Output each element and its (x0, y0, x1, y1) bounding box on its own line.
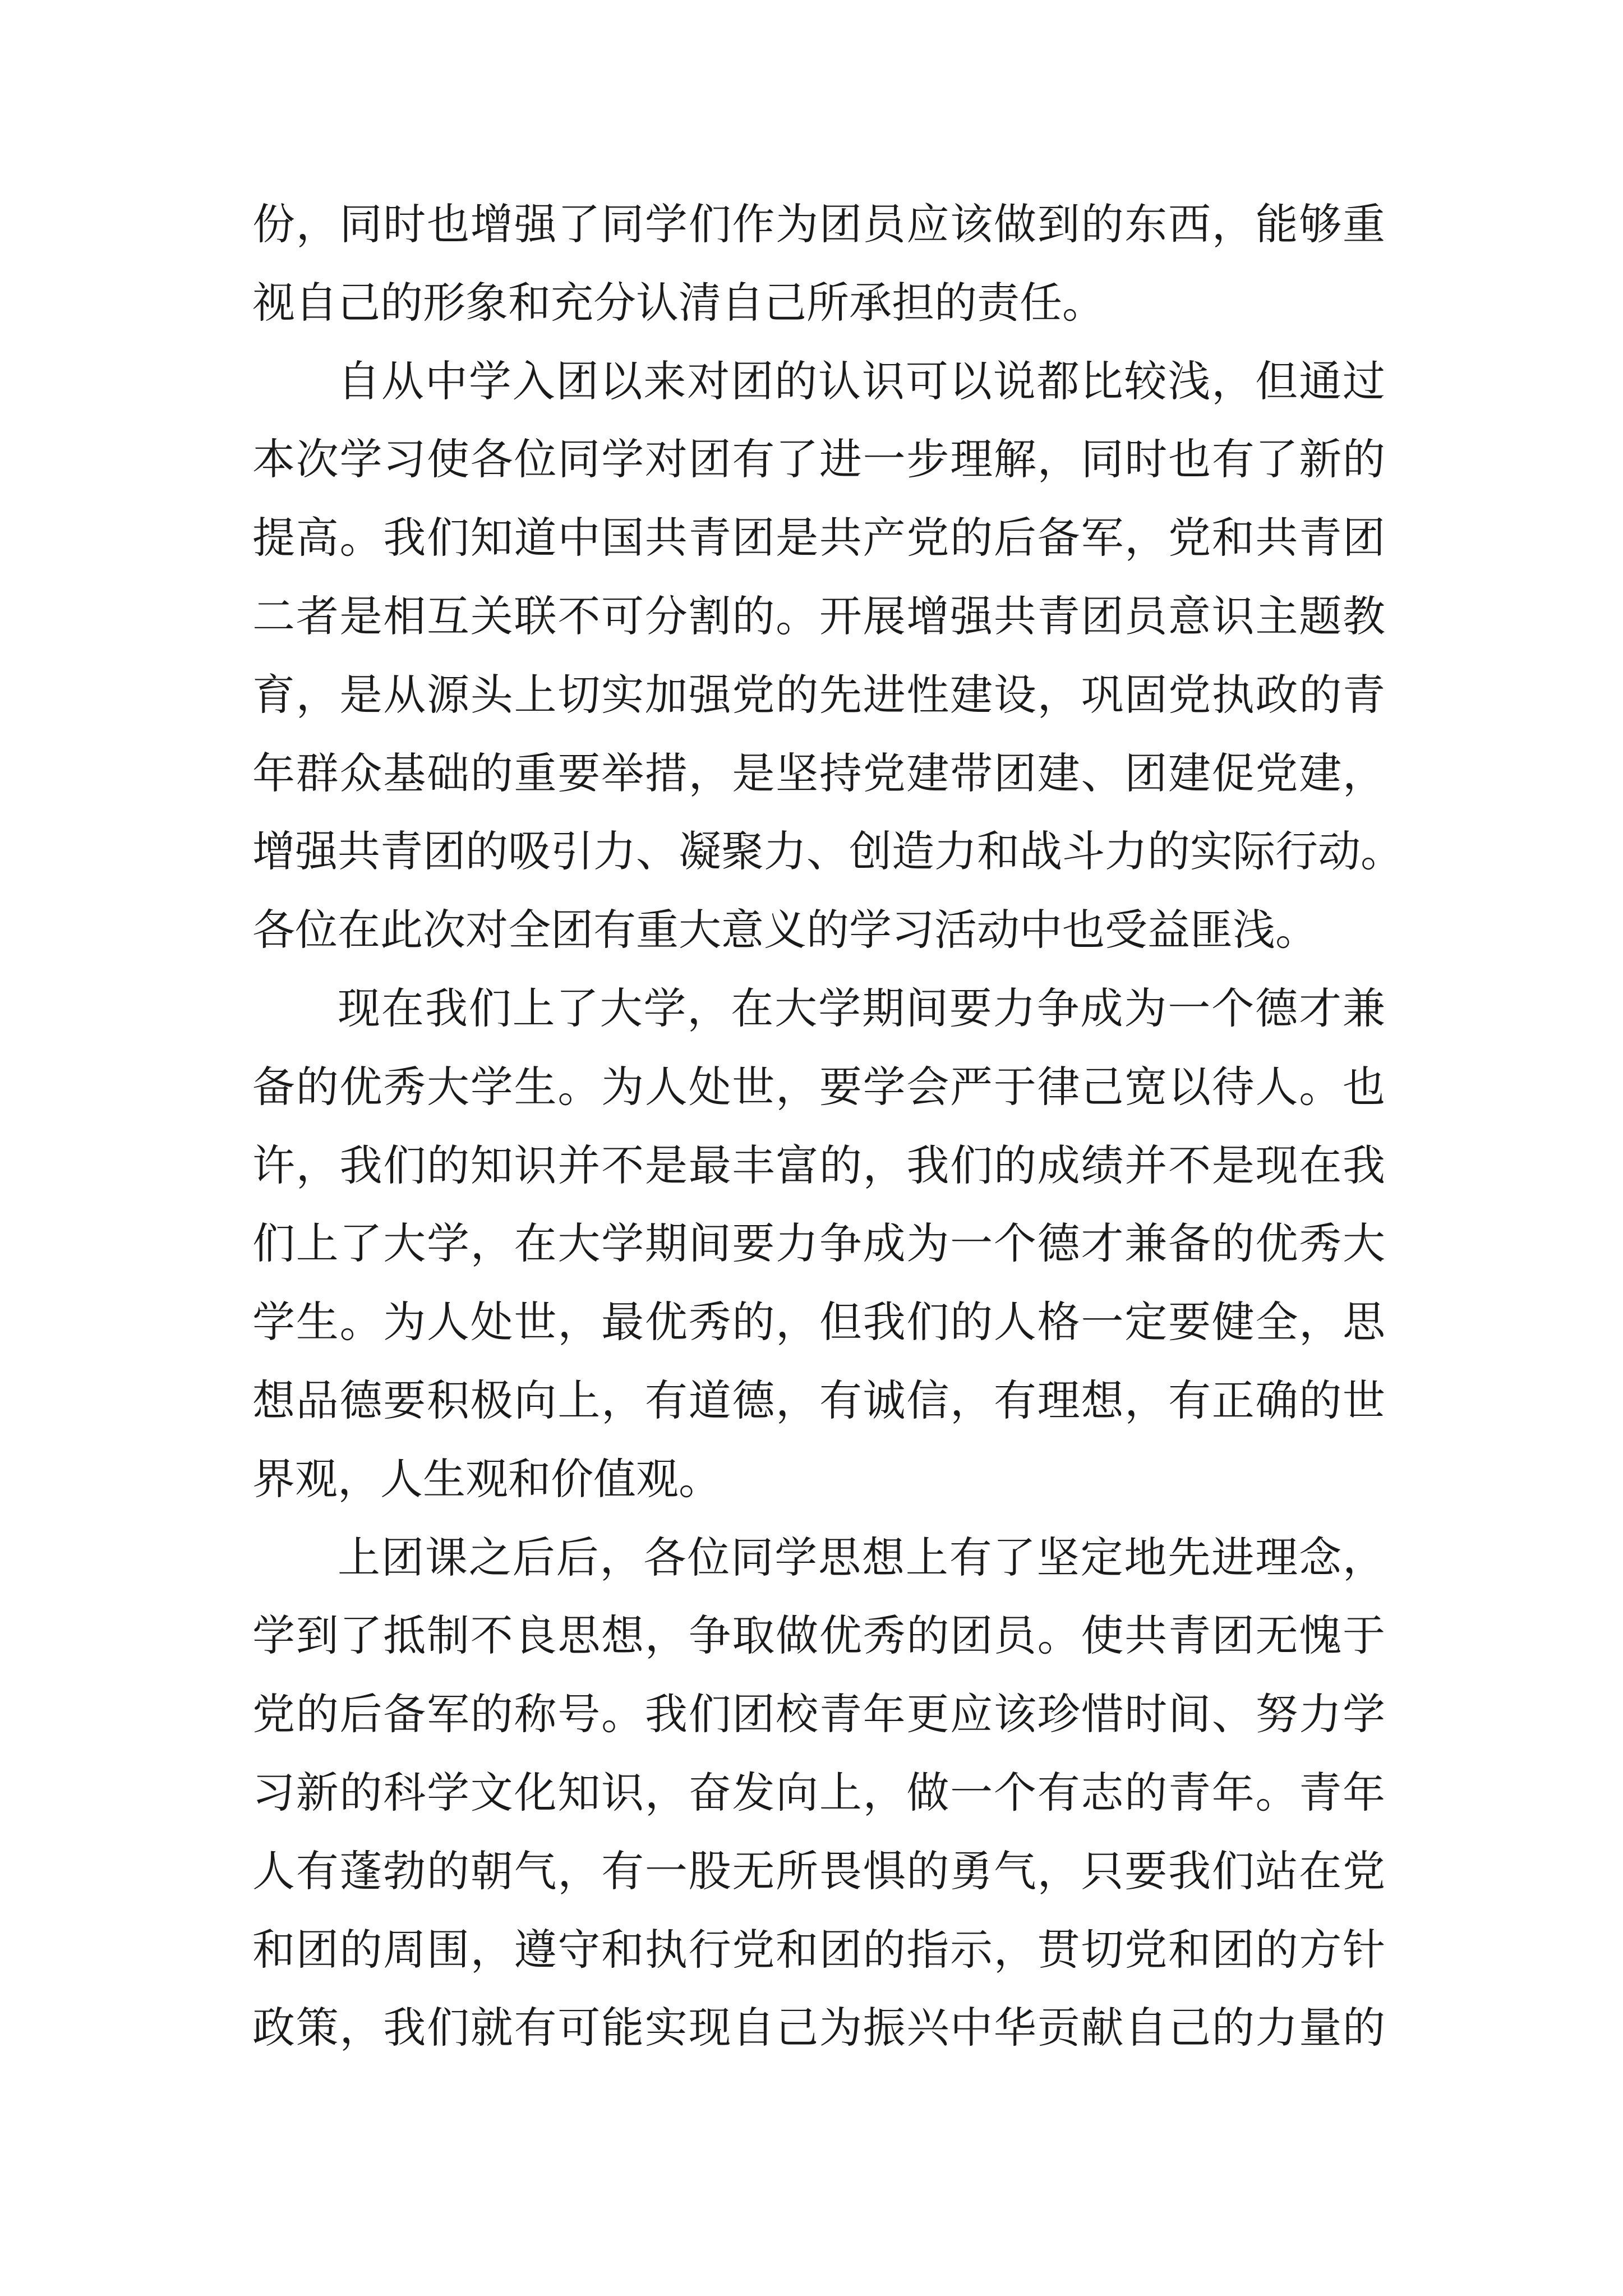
text-line: 各位在此次对全团有重大意义的学习活动中也受益匪浅。 (252, 905, 1318, 955)
text-line: 人有蓬勃的朝气，有一股无所畏惧的勇气，只要我们站在党 (252, 1846, 1385, 1896)
text-line: 备的优秀大学生。为人处世，要学会严于律己宽以待人。也 (252, 1061, 1385, 1112)
text-line: 现在我们上了大学，在大学期间要力争成为一个德才兼 (338, 983, 1385, 1033)
text-line: 增强共青团的吸引力、凝聚力、创造力和战斗力的实际行动。 (252, 826, 1403, 877)
text-line: 界观，人生观和价值观。 (252, 1453, 721, 1504)
text-line: 本次学习使各位同学对团有了进一步理解，同时也有了新的 (252, 434, 1385, 485)
paragraph-4 (252, 1519, 1385, 2068)
text-line: 年群众基础的重要举措，是坚持党建带团建、团建促党建， (252, 748, 1385, 798)
text-line: 上团课之后后，各位同学思想上有了坚定地先进理念， (338, 1532, 1385, 1582)
paragraph-1 (252, 185, 1385, 342)
text-line: 学生。为人处世，最优秀的，但我们的人格一定要健全，思 (252, 1297, 1385, 1347)
text-line: 视自己的形象和充分认清自己所承担的责任。 (252, 277, 1105, 328)
text-line: 自从中学入团以来对团的认识可以说都比较浅，但通过 (338, 356, 1385, 406)
text-line: 二者是相互关联不可分割的。开展增强共青团员意识主题教 (252, 591, 1385, 641)
text-line: 育，是从源头上切实加强党的先进性建设，巩固党执政的青 (252, 669, 1385, 720)
text-line: 许，我们的知识并不是最丰富的，我们的成绩并不是现在我 (252, 1140, 1385, 1190)
text-line: 们上了大学，在大学期间要力争成为一个德才兼备的优秀大 (252, 1218, 1385, 1269)
text-line: 份，同时也增强了同学们作为团员应该做到的东西，能够重 (252, 199, 1385, 249)
paragraph-3 (252, 969, 1385, 1519)
text-line: 政策，我们就有可能实现自己为振兴中华贡献自己的力量的 (252, 2003, 1385, 2053)
text-line: 提高。我们知道中国共青团是共产党的后备军，党和共青团 (252, 513, 1385, 563)
text-line: 学到了抵制不良思想，争取做优秀的团员。使共青团无愧于 (252, 1611, 1385, 1661)
text-line: 想品德要积极向上，有道德，有诚信，有理想，有正确的世 (252, 1375, 1385, 1425)
paragraph-2 (252, 342, 1403, 969)
text-line: 党的后备军的称号。我们团校青年更应该珍惜时间、努力学 (252, 1689, 1385, 1740)
document-body (252, 185, 1403, 2067)
text-line: 习新的科学文化知识，奋发向上，做一个有志的青年。青年 (252, 1767, 1385, 1818)
text-line: 和团的周围，遵守和执行党和团的指示，贯切党和团的方针 (252, 1924, 1385, 1975)
